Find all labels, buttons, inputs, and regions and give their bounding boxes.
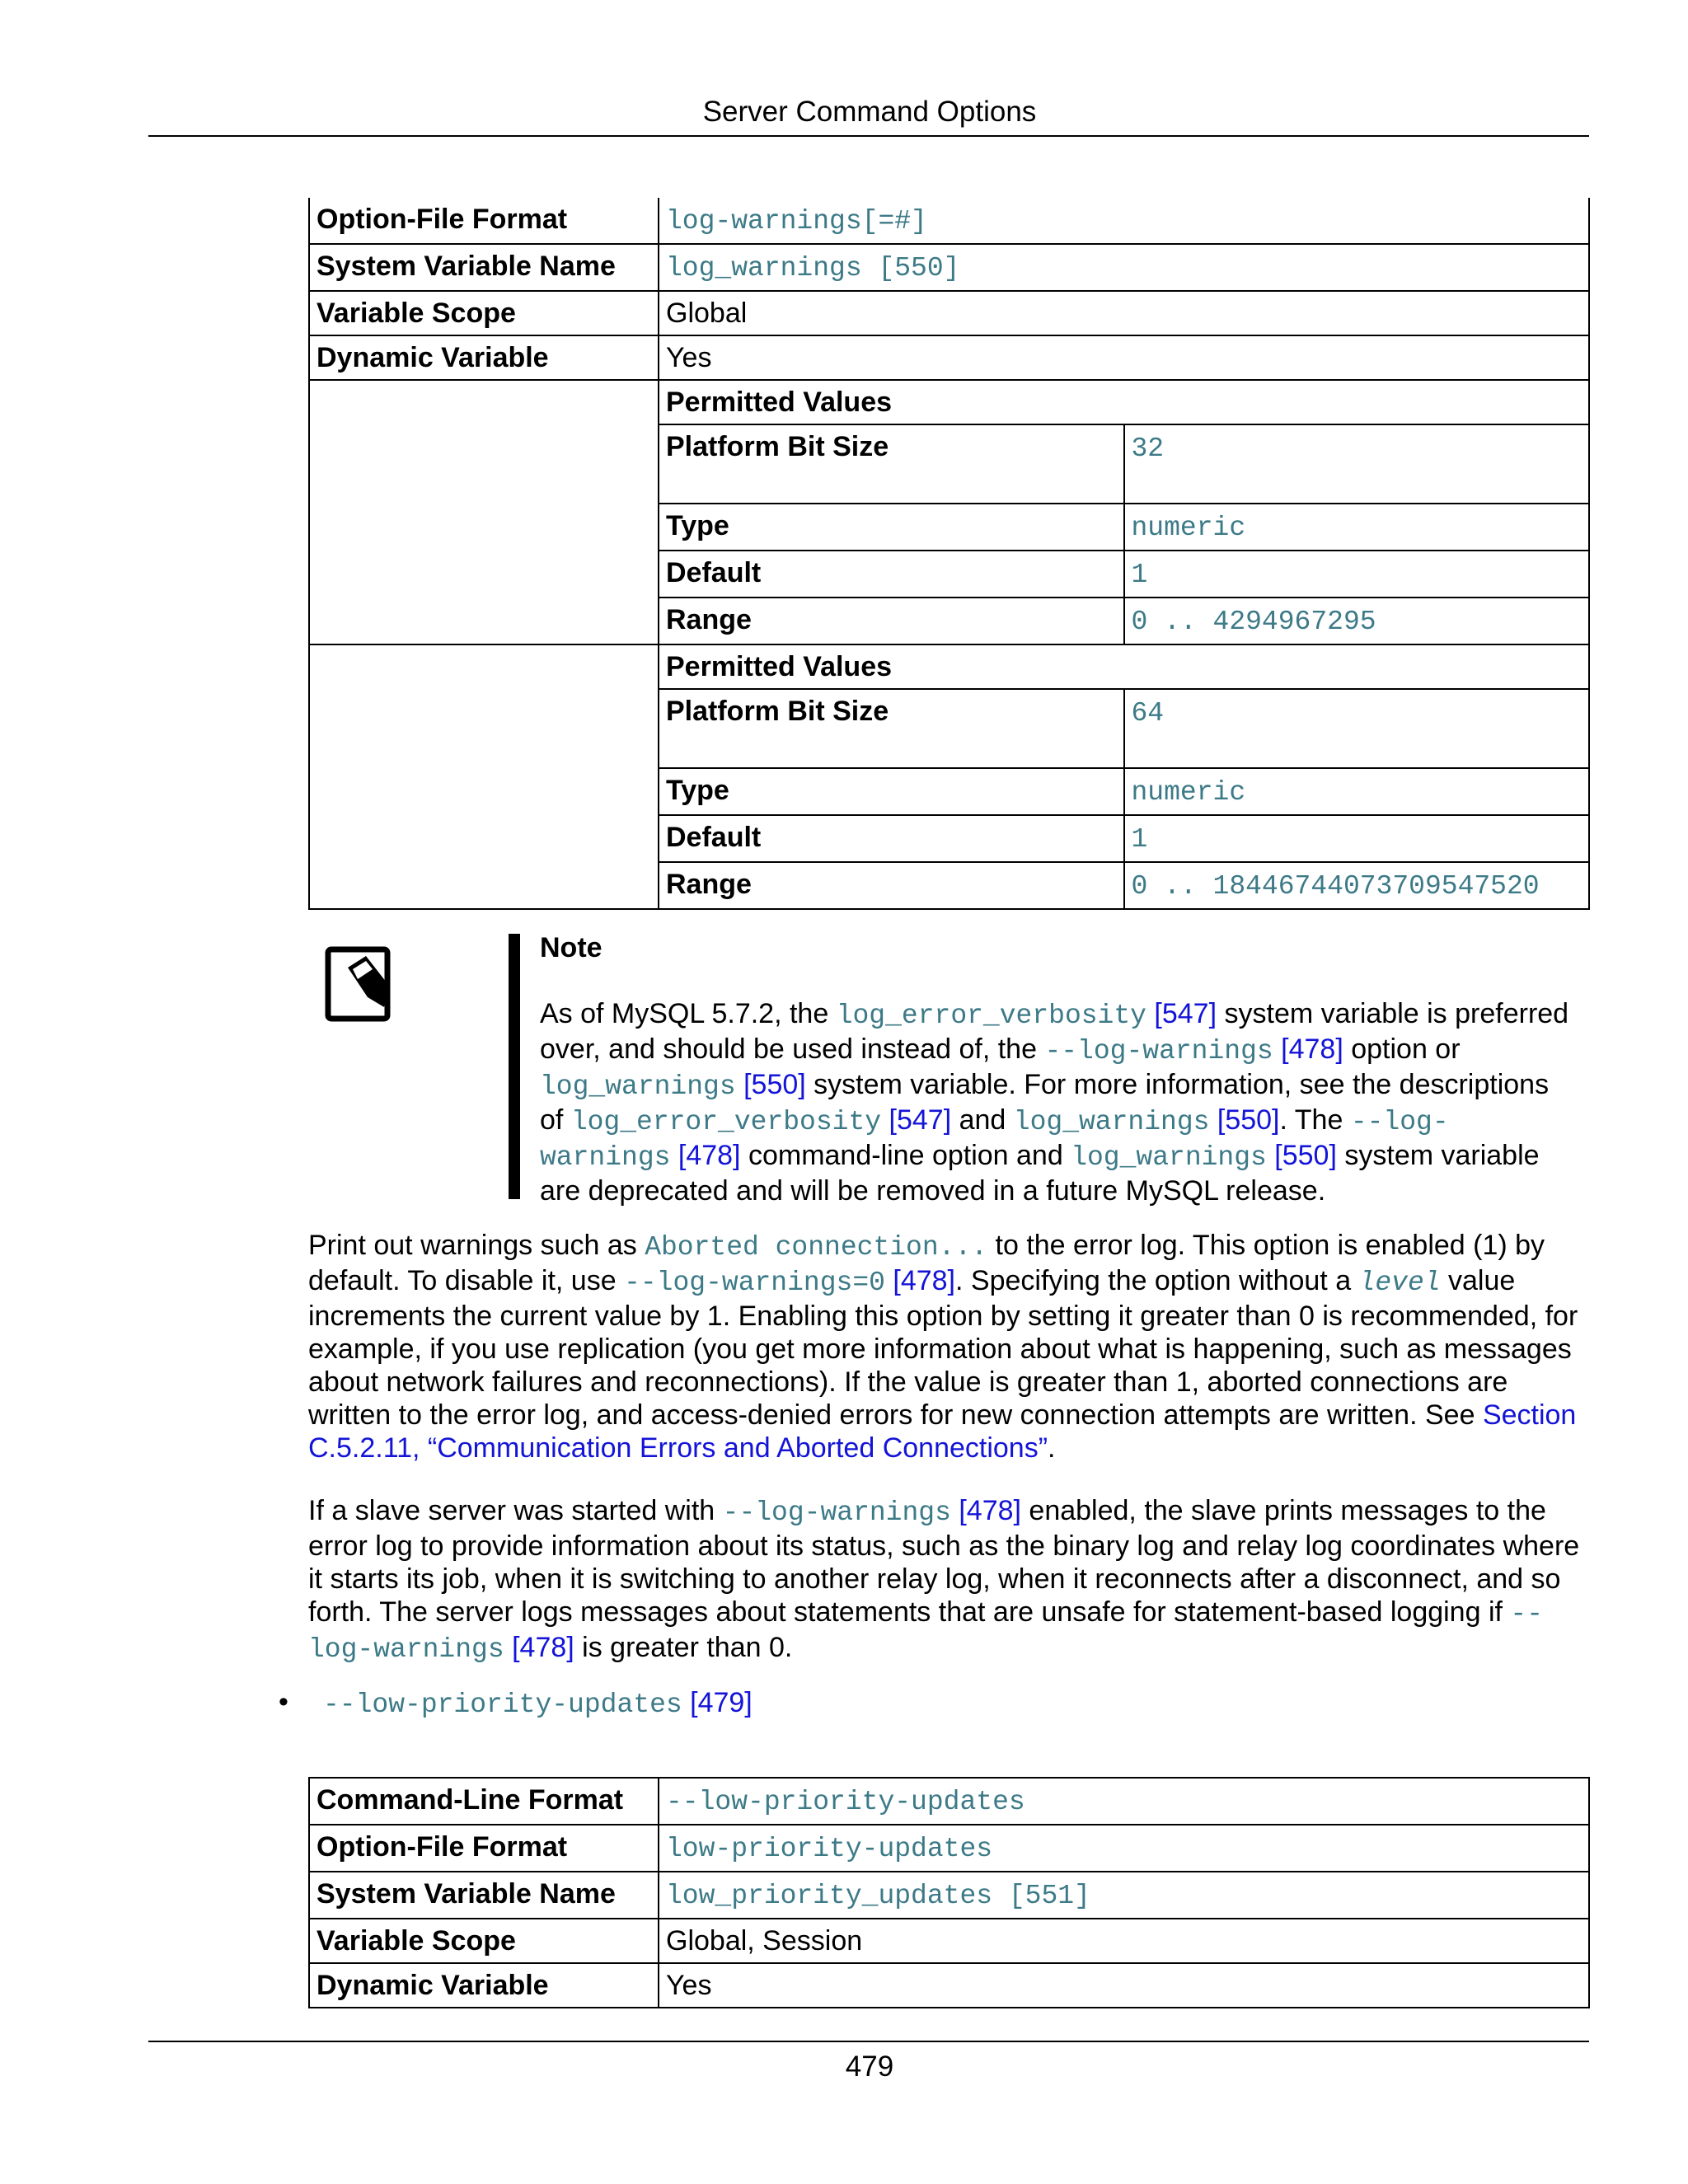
row-value: low-priority-updates: [666, 1834, 993, 1864]
link[interactable]: [550]: [1266, 1140, 1337, 1171]
default-value: 1: [1131, 824, 1148, 855]
row-label: Option-File Format: [309, 198, 659, 244]
row-value: --low-priority-updates: [666, 1787, 1025, 1817]
link[interactable]: [550]: [735, 1069, 806, 1100]
page-number: 479: [845, 2050, 894, 2083]
header-rule: [148, 135, 1589, 137]
note-bar: [509, 934, 520, 1199]
permitted-heading: Permitted Values: [659, 381, 1588, 424]
permitted-values-32: [309, 380, 1589, 644]
row-label: Dynamic Variable: [309, 1963, 659, 2008]
link[interactable]: [478]: [504, 1632, 574, 1663]
link[interactable]: [547]: [881, 1104, 952, 1136]
table-row: [309, 1919, 1589, 1963]
platform-value: 64: [1131, 698, 1165, 729]
row-value: Yes: [659, 335, 1589, 380]
note: [540, 931, 1578, 1207]
range-label: Range: [659, 598, 1124, 644]
table-row: [309, 335, 1589, 380]
default-value: 1: [1131, 560, 1148, 590]
row-value: Yes: [659, 1963, 1589, 2008]
options-table-low-priority-updates: [308, 1777, 1590, 2008]
type-label: Type: [659, 504, 1124, 551]
permitted-heading: Permitted Values: [659, 645, 1588, 689]
option-code: --low-priority-updates: [323, 1690, 682, 1720]
note-text: As of MySQL 5.7.2, the log_error_verbosity [547] system variable is preferred over, and should be used instead of, the --log-warnings [478] option or log_warnings [550] system variable. For more information, see the descriptions of log_error_verbosity [547] and log_warnings [550]. The --log-warnings [478] command-line option and log_warnings [550] system variable are deprecated and will be removed in a future MySQL release.: [540, 998, 1569, 1207]
table-row: [309, 1778, 1589, 1825]
bullet-item-low-priority-updates: [323, 1686, 753, 1722]
link[interactable]: [479]: [682, 1687, 753, 1718]
system-variable-link[interactable]: log_warnings [550]: [666, 253, 960, 284]
paragraph-print-warnings: Print out warnings such as Aborted connection... to the error log. This option is enabled (1) by default. To disable it, use --log-warnings=0 [478]. Specifying the option without a level value increments the current value by 1. Enabling this option by setting it greater than 0 is recommended, for example, if you use replication (you get more information about what is happening, such as messages about network failures and reconnections). If the value is greater than 1, aborted connections are written to the error log, and access-denied errors for new connection attempts are written. See Section C.5.2.11, “Communication Errors and Aborted Connections”.: [308, 1230, 1578, 1464]
link[interactable]: [478]: [884, 1265, 956, 1296]
table-row: [309, 291, 1589, 335]
platform-label: Platform Bit Size: [659, 689, 1124, 768]
empty-cell: [309, 644, 659, 909]
section-link[interactable]: Section C.5.2.11, “Communication Errors and Aborted Connections”: [308, 1399, 1577, 1464]
bullet-symbol: •: [279, 1686, 288, 1718]
row-label: System Variable Name: [309, 244, 659, 291]
link[interactable]: [547]: [1146, 998, 1217, 1029]
link[interactable]: [478]: [950, 1495, 1021, 1526]
row-value: Global: [659, 291, 1589, 335]
range-value: 0 .. 4294967295: [1131, 607, 1376, 637]
default-label: Default: [659, 551, 1124, 598]
row-label: Command-Line Format: [309, 1778, 659, 1825]
type-label: Type: [659, 768, 1124, 815]
row-label: System Variable Name: [309, 1872, 659, 1919]
platform-value: 32: [1131, 434, 1165, 464]
row-value: log-warnings[=#]: [659, 198, 1589, 244]
note-pencil-icon: [325, 944, 394, 1024]
table-row: [309, 198, 1589, 244]
options-table-log-warnings: [308, 198, 1590, 910]
row-label: Variable Scope: [309, 1919, 659, 1963]
range-value: 0 .. 18446744073709547520: [1131, 871, 1540, 902]
table-row: [309, 1963, 1589, 2008]
row-label: Dynamic Variable: [309, 335, 659, 380]
link[interactable]: [550]: [1209, 1104, 1280, 1136]
link[interactable]: [478]: [670, 1140, 741, 1171]
header-title: Server Command Options: [702, 96, 1037, 128]
permitted-values-64: [309, 644, 1589, 909]
row-value: Global, Session: [659, 1919, 1589, 1963]
table-row: [309, 1825, 1589, 1872]
row-value: [659, 244, 1589, 291]
type-value: numeric: [1131, 777, 1246, 808]
note-title: Note: [540, 932, 603, 963]
table-row: [309, 1872, 1589, 1919]
running-header: [0, 96, 1688, 129]
range-label: Range: [659, 862, 1124, 908]
link[interactable]: [478]: [1273, 1033, 1343, 1065]
paragraph-slave-server: If a slave server was started with --log-warnings [478] enabled, the slave prints messages to the error log to provide information about its status, such as the binary log and relay log coordinates where it starts its job, when it is switching to another relay log, when it reconnects after a disconnect, and so forth. The server logs messages about statements that are unsafe for statement-based logging if --log-warnings [478] is greater than 0.: [308, 1495, 1580, 1665]
type-value: numeric: [1131, 513, 1246, 543]
footer-rule: [148, 2041, 1589, 2042]
system-variable-link[interactable]: low_priority_updates [551]: [666, 1881, 1090, 1911]
row-label: Option-File Format: [309, 1825, 659, 1872]
table-row: [309, 244, 1589, 291]
row-label: Variable Scope: [309, 291, 659, 335]
default-label: Default: [659, 815, 1124, 862]
platform-label: Platform Bit Size: [659, 424, 1124, 504]
empty-cell: [309, 380, 659, 644]
